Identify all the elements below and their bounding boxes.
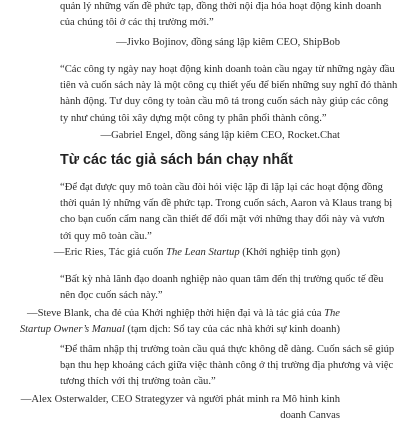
quote-alex-osterwalder	[60, 342, 395, 391]
attribution-text: doanh Canvas	[280, 410, 340, 422]
quote-line: hành động. Tư duy công ty toàn cầu mô tả trong cuốn sách này giúp các công	[60, 96, 389, 108]
quote-line: quản lý những vấn đề phức tạp, đồng thời nội địa hóa hoạt động kinh doanh	[60, 1, 382, 12]
attribution-text: (Khởi nghiệp tinh gọn)	[239, 247, 340, 258]
quote-line: “Bất kỳ nhà lãnh đạo doanh nghiệp nào quan tâm đến thị trường quốc tế đều	[60, 274, 384, 285]
attribution-steve-blank	[20, 306, 340, 338]
quote-rocketchat	[60, 62, 398, 127]
section-heading: Từ các tác giả sách bán chạy nhất	[60, 152, 293, 168]
book-title: Startup Owner’s Manual	[19, 324, 125, 336]
quote-line: “Các công ty ngày nay hoạt động kinh doanh toàn cầu ngay từ những ngày đầu	[60, 64, 395, 75]
quote-line: tương thích với thị trường toàn cầu.”	[60, 376, 216, 388]
quote-line: tới quy mô toàn cầu.”	[60, 230, 152, 242]
quote-line: thời quản lý những vấn đề phức tạp. Trong cuốn sách, Aaron và Klaus trang bị	[60, 198, 393, 210]
attribution-text: —Steve Blank, cha đẻ của Khởi nghiệp thời hiện đại và là tác giả của	[26, 308, 325, 319]
quote-line: “Để đạt được quy mô toàn cầu đòi hỏi việc lặp đi lặp lại các hoạt động đồng	[60, 182, 383, 193]
quote-line: cho bạn cuốn cẩm nang cần thiết để đối mặt với những thay đổi này và vươn	[60, 214, 385, 226]
attribution-gabriel-engel: —Gabriel Engel, đồng sáng lập kiêm CEO, Rocket.Chat	[100, 130, 340, 141]
quote-steve-blank	[60, 272, 384, 304]
attribution-eric-ries	[54, 245, 340, 261]
attribution-text: (tạm dịch: Sổ tay của các nhà khởi sự kinh doanh)	[124, 324, 340, 336]
attribution-text: —Alex Osterwalder, CEO Strategyzer và người phát minh ra Mô hình kinh	[20, 394, 340, 405]
quote-line: nên đọc cuốn sách này.”	[60, 290, 163, 302]
book-title: The	[324, 308, 340, 319]
quote-line: “Để thâm nhập thị trường toàn cầu quá thực không dễ dàng. Cuốn sách sẽ giúp	[60, 344, 395, 355]
attribution-text: —Eric Ries, Tác giả cuốn	[53, 247, 167, 258]
attribution-alex-osterwalder	[21, 392, 340, 424]
quote-line: bạn thu hẹp khoảng cách giữa việc thành công ở thị trường địa phương và việc	[60, 360, 394, 372]
quote-line: của chúng tôi ở các thị trường mới.”	[60, 17, 214, 29]
quote-line: ty như chúng tôi xây dựng một công ty phân phối thành công.”	[60, 112, 327, 124]
quote-shipbob	[60, 0, 381, 31]
quote-line: tiên và cuốn sách này là một công cụ thiết yếu để biến những suy nghĩ đó thành	[60, 80, 398, 92]
quote-eric-ries	[60, 180, 393, 245]
attribution-jivko-bojinov: —Jivko Bojinov, đồng sáng lập kiêm CEO, ShipBob	[116, 37, 340, 48]
book-title: The Lean Startup	[166, 247, 240, 258]
